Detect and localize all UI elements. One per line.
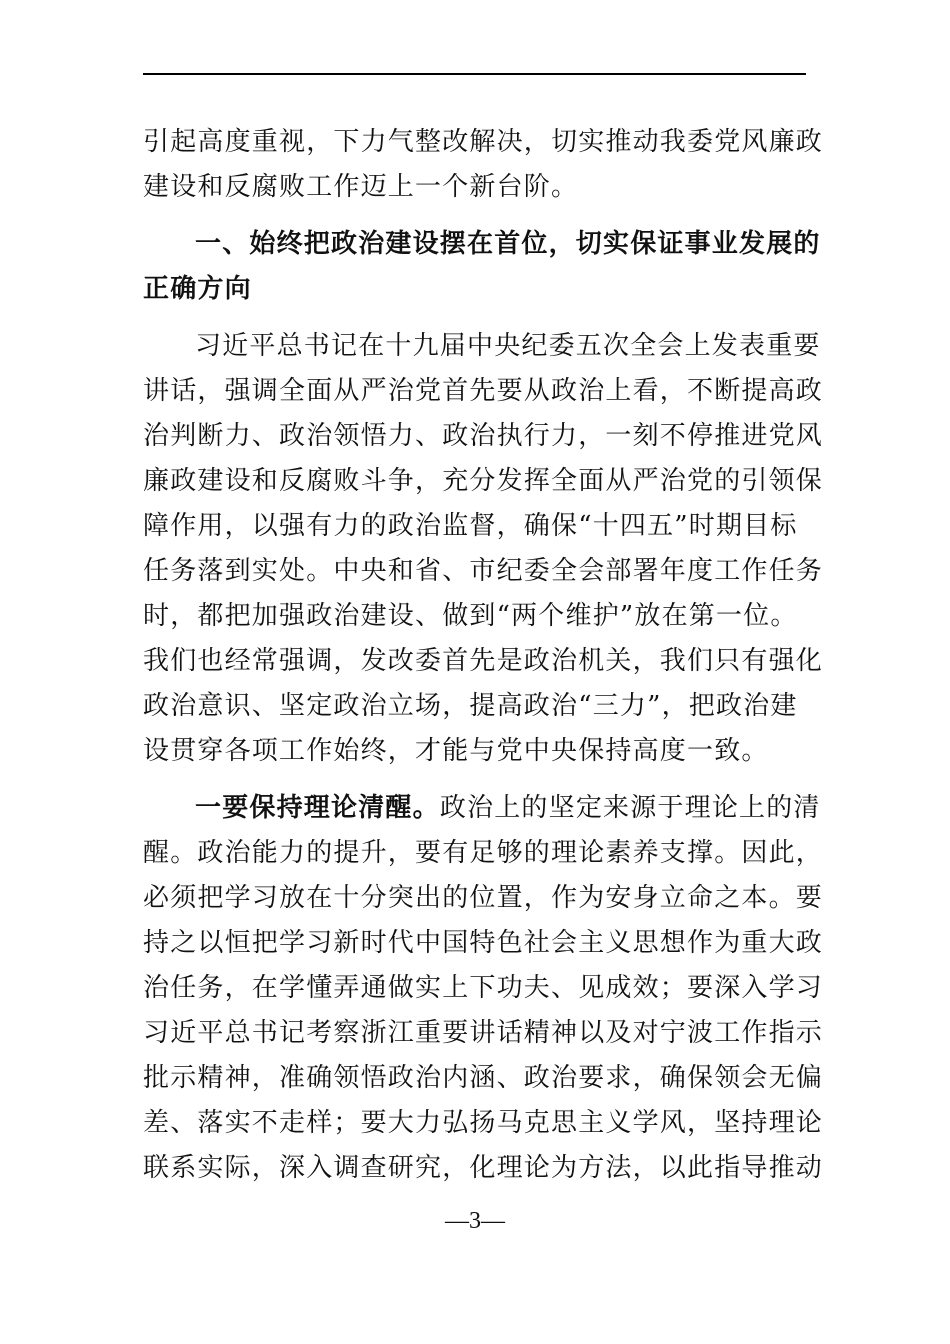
text-line: 联系实际，深入调查研究，化理论为方法，以此指导推动 (143, 1153, 824, 1183)
text-line: 习近平总书记考察浙江重要讲话精神以及对宁波工作指示 (143, 1018, 824, 1048)
line-rest: 政治上的坚定来源于理论上的清 (439, 793, 821, 823)
paragraph-intro (143, 120, 824, 210)
document-body (143, 120, 824, 1191)
text-line: 持之以恒把学习新时代中国特色社会主义思想作为重大政 (143, 928, 824, 958)
text-line: 醒。政治能力的提升，要有足够的理论素养支撑。因此， (143, 838, 824, 868)
page-number: —3— (445, 1208, 505, 1234)
heading-line: 一、始终把政治建设摆在首位，切实保证事业发展的 (195, 229, 821, 259)
text-line: 引起高度重视，下力气整改解决，切实推动我委党风廉政 (143, 127, 824, 157)
text-line: 批示精神，准确领悟政治内涵、政治要求，确保领会无偏 (143, 1063, 824, 1093)
text-line: 设贯穿各项工作始终，才能与党中央保持高度一致。 (143, 736, 769, 766)
text-line: 时，都把加强政治建设、做到“两个维护”放在第一位。 (143, 601, 798, 631)
text-line: 建设和反腐败工作迈上一个新台阶。 (143, 172, 579, 202)
heading-line: 正确方向 (143, 274, 252, 304)
text-line (143, 786, 821, 831)
text-line: 讲话，强调全面从严治党首先要从政治上看，不断提高政 (143, 376, 824, 406)
text-line: 差、落实不走样；要大力弘扬马克思主义学风，坚持理论 (143, 1108, 824, 1138)
text-line: 任务落到实处。中央和省、市纪委全会部署年度工作任务 (143, 556, 824, 586)
lead-bold-phrase: 一要保持理论清醒。 (195, 793, 440, 823)
header-rule (143, 73, 806, 75)
text-line: 廉政建设和反腐败斗争，充分发挥全面从严治党的引领保 (143, 466, 824, 496)
text-line: 治任务，在学懂弄通做实上下功夫、见成效；要深入学习 (143, 973, 824, 1003)
text-line: 习近平总书记在十九届中央纪委五次全会上发表重要 (195, 331, 821, 361)
text-line: 必须把学习放在十分突出的位置，作为安身立命之本。要 (143, 883, 824, 913)
section-heading (143, 222, 821, 312)
text-line: 治判断力、政治领悟力、政治执行力，一刻不停推进党风 (143, 421, 824, 451)
text-line: 政治意识、坚定政治立场，提高政治“三力”，把政治建 (143, 691, 798, 721)
paragraph-theory (143, 786, 824, 1191)
text-line: 障作用，以强有力的政治监督，确保“十四五”时期目标 (143, 511, 798, 541)
paragraph-main (143, 324, 824, 774)
text-line: 我们也经常强调，发改委首先是政治机关，我们只有强化 (143, 646, 824, 676)
